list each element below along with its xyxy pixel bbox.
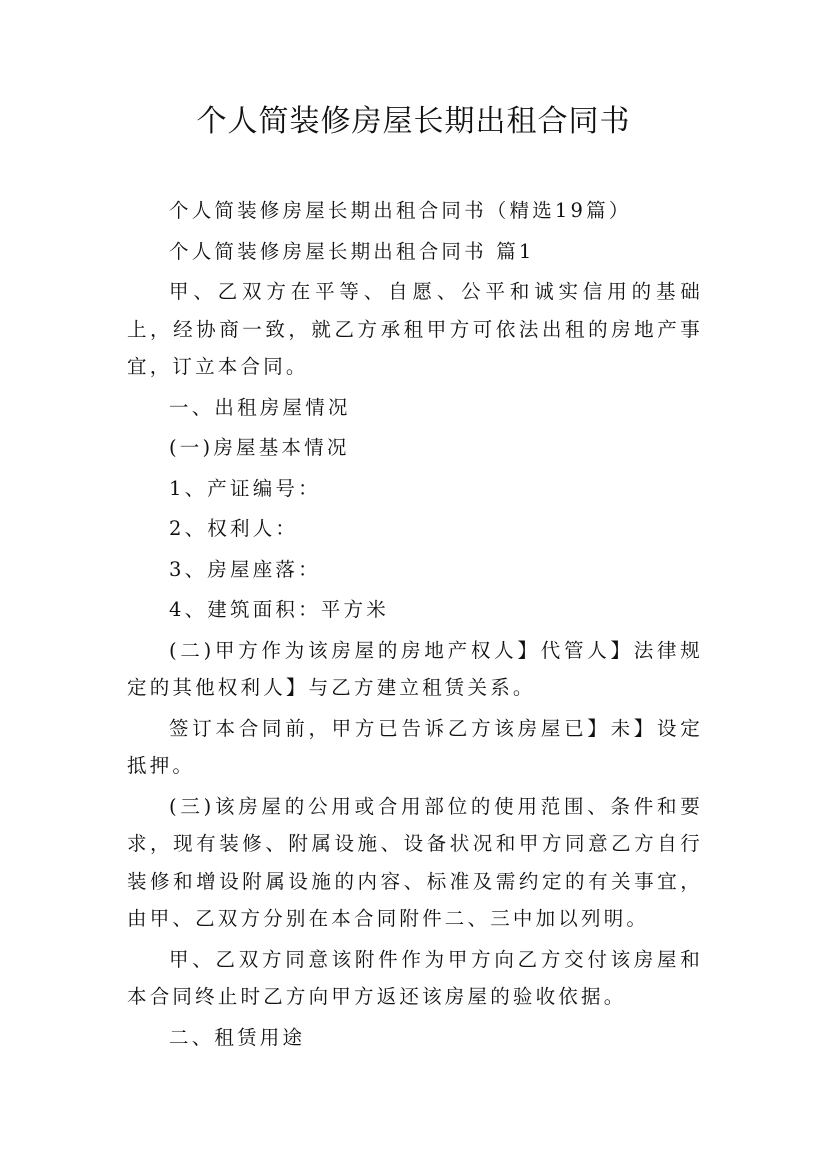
paragraph-subclause-2: (二)甲方作为该房屋的房地产权人】代管人】法律规定的其他权利人】与乙方建立租赁关系。 xyxy=(127,638,703,699)
paragraph-intro: 甲、乙双方在平等、自愿、公平和诚实信用的基础上，经协商一致，就乙方承租甲方可依法出租的房地产事宜，订立本合同。 xyxy=(127,280,703,378)
paragraph-clause-2-heading: 二、租赁用途 xyxy=(169,1025,306,1049)
paragraph-section-heading: 个人简装修房屋长期出租合同书 篇1 xyxy=(169,239,535,263)
paragraph-mortgage: 签订本合同前，甲方已告诉乙方该房屋已】未】设定抵押。 xyxy=(127,716,703,777)
paragraph-location: 3、房屋座落： xyxy=(169,557,321,581)
paragraph-subclause-1: (一)房屋基本情况 xyxy=(169,436,350,459)
document-title: 个人简装修房屋长期出租合同书 xyxy=(196,104,631,139)
paragraph-attachment: 甲、乙双方同意该附件作为甲方向乙方交付该房屋和本合同终止时乙方向甲方返还该房屋的验收依据。 xyxy=(127,947,703,1008)
paragraph-owner: 2、权利人： xyxy=(169,517,299,540)
paragraph-subclause-3: (三)该房屋的公用或合用部位的使用范围、条件和要求，现有装修、附属设施、设备状况和甲方同意乙方自行装修和增设附属设施的内容、标准及需约定的有关事宜，由甲、乙双方分别在本合同附件二、三中加以列明。 xyxy=(127,794,703,930)
paragraph-clause-1-heading: 一、出租房屋情况 xyxy=(169,395,351,419)
paragraph-subtitle: 个人简装修房屋长期出租合同书（精选19篇） xyxy=(169,199,632,222)
paragraph-cert-number: 1、产证编号： xyxy=(169,476,321,500)
document-body xyxy=(127,192,703,1056)
paragraph-area: 4、建筑面积：平方米 xyxy=(169,598,389,621)
